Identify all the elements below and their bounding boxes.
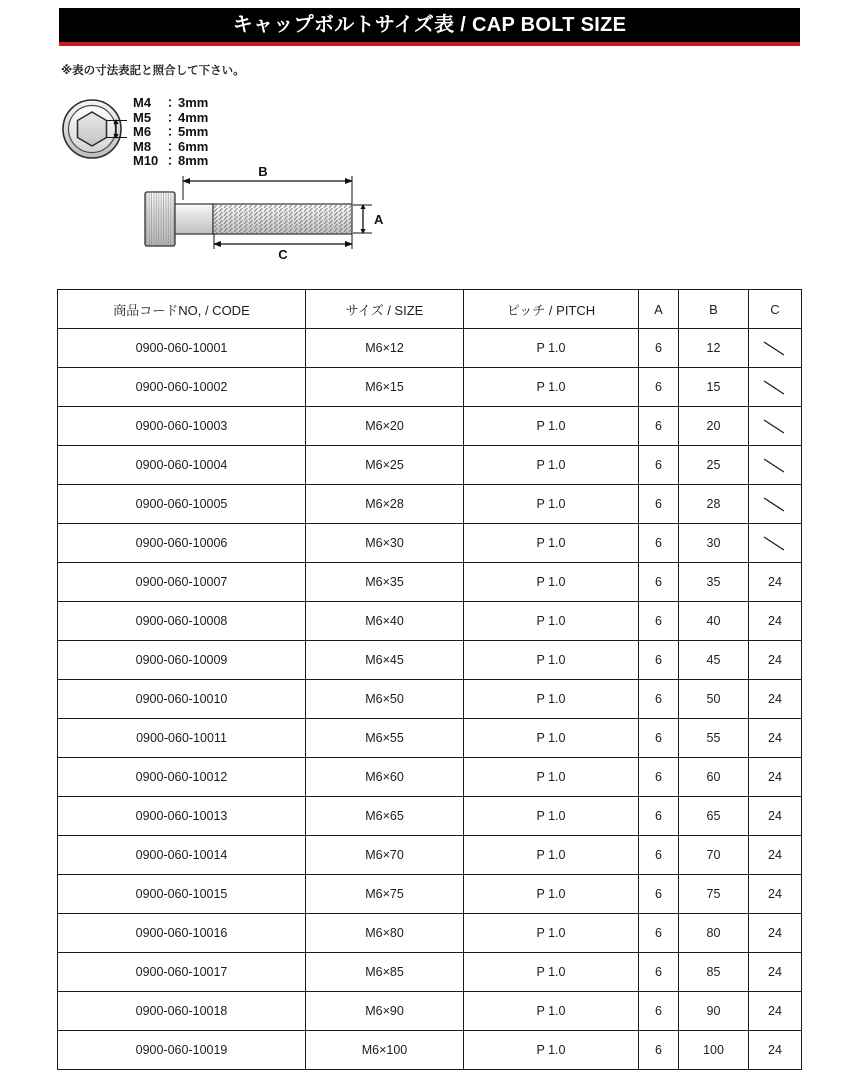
cell-pitch: P 1.0 [464, 485, 639, 524]
cell-size: M6×35 [306, 563, 464, 602]
cell-code: 0900-060-10005 [58, 485, 306, 524]
cell-c-not-applicable [749, 446, 802, 485]
socket-size-value: 6mm [178, 138, 209, 154]
table-row [58, 914, 802, 953]
cell-b: 30 [679, 524, 749, 563]
cell-a: 6 [639, 797, 679, 836]
table-header [58, 290, 802, 329]
table-row [58, 797, 802, 836]
cell-a: 6 [639, 719, 679, 758]
socket-size-thread: M10 [133, 153, 159, 169]
cell-b: 65 [679, 797, 749, 836]
column-header-a: A [639, 290, 679, 329]
column-header-pitch: ピッチ / PITCH [464, 290, 639, 329]
socket-size-separator: ： [167, 124, 181, 140]
cell-c-not-applicable [749, 329, 802, 368]
table-row [58, 992, 802, 1031]
socket-size-row [133, 125, 208, 140]
cell-c-not-applicable [749, 407, 802, 446]
cell-c: 24 [749, 914, 802, 953]
cell-c: 24 [749, 953, 802, 992]
table-row [58, 953, 802, 992]
cell-size: M6×30 [306, 524, 464, 563]
cell-code: 0900-060-10009 [58, 641, 306, 680]
cell-size: M6×40 [306, 602, 464, 641]
cell-code: 0900-060-10007 [58, 563, 306, 602]
cell-pitch: P 1.0 [464, 992, 639, 1031]
cell-c: 24 [749, 641, 802, 680]
socket-size-thread: M5 [133, 109, 152, 125]
cell-size: M6×80 [306, 914, 464, 953]
cell-code: 0900-060-10010 [58, 680, 306, 719]
cell-pitch: P 1.0 [464, 407, 639, 446]
cell-a: 6 [639, 914, 679, 953]
column-header-size: サイズ / SIZE [306, 290, 464, 329]
socket-size-thread: M8 [133, 138, 152, 154]
socket-size-value: 3mm [178, 95, 209, 110]
column-header-b: B [679, 290, 749, 329]
cell-pitch: P 1.0 [464, 446, 639, 485]
cap-bolt-side-view-icon [139, 164, 387, 260]
svg-text:C: C [278, 247, 288, 260]
cell-b: 45 [679, 641, 749, 680]
socket-size-separator: ： [167, 153, 181, 169]
cell-pitch: P 1.0 [464, 329, 639, 368]
cell-code: 0900-060-10002 [58, 368, 306, 407]
diagram-note: ※表の寸法表記と照合して下さい。 [61, 65, 245, 77]
hex-socket-icon [59, 93, 133, 165]
cell-b: 100 [679, 1031, 749, 1070]
cell-pitch: P 1.0 [464, 875, 639, 914]
cell-pitch: P 1.0 [464, 524, 639, 563]
cell-b: 85 [679, 953, 749, 992]
cell-a: 6 [639, 563, 679, 602]
cap-bolt-size-table [57, 289, 802, 1070]
cell-a: 6 [639, 485, 679, 524]
spec-table-container [57, 289, 801, 1070]
table-row [58, 875, 802, 914]
cell-code: 0900-060-10006 [58, 524, 306, 563]
table-row [58, 719, 802, 758]
cell-c: 24 [749, 563, 802, 602]
table-body [58, 329, 802, 1070]
cell-code: 0900-060-10012 [58, 758, 306, 797]
socket-size-thread: M6 [133, 124, 152, 140]
table-row [58, 563, 802, 602]
cell-c: 24 [749, 992, 802, 1031]
svg-text:A: A [374, 212, 384, 227]
cell-pitch: P 1.0 [464, 758, 639, 797]
cell-size: M6×85 [306, 953, 464, 992]
cell-size: M6×15 [306, 368, 464, 407]
cell-code: 0900-060-10019 [58, 1031, 306, 1070]
table-row [58, 641, 802, 680]
cell-code: 0900-060-10011 [58, 719, 306, 758]
cell-c: 24 [749, 797, 802, 836]
cell-size: M6×28 [306, 485, 464, 524]
cell-code: 0900-060-10004 [58, 446, 306, 485]
socket-size-separator: ： [167, 95, 181, 110]
cell-b: 70 [679, 836, 749, 875]
column-header-c: C [749, 290, 802, 329]
cell-size: M6×45 [306, 641, 464, 680]
cell-pitch: P 1.0 [464, 563, 639, 602]
cell-a: 6 [639, 1031, 679, 1070]
cell-size: M6×65 [306, 797, 464, 836]
cell-b: 55 [679, 719, 749, 758]
cell-size: M6×75 [306, 875, 464, 914]
cell-pitch: P 1.0 [464, 914, 639, 953]
cell-a: 6 [639, 836, 679, 875]
cell-code: 0900-060-10015 [58, 875, 306, 914]
cell-size: M6×60 [306, 758, 464, 797]
cell-size: M6×50 [306, 680, 464, 719]
svg-text:B: B [258, 164, 268, 179]
cell-b: 35 [679, 563, 749, 602]
title-accent-rule [59, 42, 800, 46]
cell-c-not-applicable [749, 524, 802, 563]
cell-code: 0900-060-10018 [58, 992, 306, 1031]
cell-c: 24 [749, 680, 802, 719]
table-row [58, 758, 802, 797]
cell-size: M6×55 [306, 719, 464, 758]
socket-size-value: 8mm [178, 153, 209, 169]
bolt-diagram [57, 62, 387, 262]
cell-size: M6×70 [306, 836, 464, 875]
cell-b: 28 [679, 485, 749, 524]
table-row [58, 1031, 802, 1070]
socket-size-row [133, 140, 208, 155]
table-row [58, 329, 802, 368]
cell-b: 75 [679, 875, 749, 914]
table-row [58, 524, 802, 563]
socket-size-separator: ： [167, 138, 181, 154]
table-header-row [58, 290, 802, 329]
cell-code: 0900-060-10003 [58, 407, 306, 446]
cell-pitch: P 1.0 [464, 641, 639, 680]
socket-size-value: 5mm [178, 124, 209, 140]
cell-code: 0900-060-10013 [58, 797, 306, 836]
socket-size-row [133, 96, 208, 111]
cell-b: 25 [679, 446, 749, 485]
page-title: キャップボルトサイズ表 / CAP BOLT SIZE [232, 14, 627, 36]
table-row [58, 680, 802, 719]
cell-pitch: P 1.0 [464, 719, 639, 758]
socket-size-separator: ： [167, 109, 181, 125]
cell-a: 6 [639, 368, 679, 407]
cell-pitch: P 1.0 [464, 680, 639, 719]
cell-size: M6×100 [306, 1031, 464, 1070]
table-row [58, 602, 802, 641]
cell-code: 0900-060-10008 [58, 602, 306, 641]
cell-size: M6×90 [306, 992, 464, 1031]
cell-code: 0900-060-10001 [58, 329, 306, 368]
cell-a: 6 [639, 953, 679, 992]
cell-b: 12 [679, 329, 749, 368]
cell-a: 6 [639, 602, 679, 641]
socket-size-row [133, 111, 208, 126]
cell-code: 0900-060-10016 [58, 914, 306, 953]
cell-size: M6×25 [306, 446, 464, 485]
cell-c-not-applicable [749, 485, 802, 524]
cell-b: 50 [679, 680, 749, 719]
cell-b: 15 [679, 368, 749, 407]
table-row [58, 836, 802, 875]
cell-b: 90 [679, 992, 749, 1031]
cell-c: 24 [749, 875, 802, 914]
cell-pitch: P 1.0 [464, 797, 639, 836]
cell-a: 6 [639, 329, 679, 368]
cell-c: 24 [749, 758, 802, 797]
cell-a: 6 [639, 758, 679, 797]
cell-size: M6×20 [306, 407, 464, 446]
cell-pitch: P 1.0 [464, 1031, 639, 1070]
table-row [58, 485, 802, 524]
cell-code: 0900-060-10017 [58, 953, 306, 992]
cell-a: 6 [639, 446, 679, 485]
cell-pitch: P 1.0 [464, 368, 639, 407]
cell-code: 0900-060-10014 [58, 836, 306, 875]
cell-a: 6 [639, 641, 679, 680]
cell-pitch: P 1.0 [464, 602, 639, 641]
cell-a: 6 [639, 680, 679, 719]
cell-a: 6 [639, 875, 679, 914]
socket-size-value: 4mm [178, 109, 209, 125]
cell-c: 24 [749, 602, 802, 641]
table-row [58, 446, 802, 485]
cell-b: 80 [679, 914, 749, 953]
cell-c-not-applicable [749, 368, 802, 407]
cell-pitch: P 1.0 [464, 836, 639, 875]
column-header-code: 商品コードNO, / CODE [58, 290, 306, 329]
table-row [58, 368, 802, 407]
cell-size: M6×12 [306, 329, 464, 368]
title-banner [59, 8, 800, 42]
cell-b: 60 [679, 758, 749, 797]
cell-b: 40 [679, 602, 749, 641]
cell-a: 6 [639, 524, 679, 563]
socket-size-thread: M4 [133, 95, 152, 110]
cell-b: 20 [679, 407, 749, 446]
table-row [58, 407, 802, 446]
cell-c: 24 [749, 719, 802, 758]
cell-a: 6 [639, 407, 679, 446]
cell-pitch: P 1.0 [464, 953, 639, 992]
cell-c: 24 [749, 1031, 802, 1070]
cell-c: 24 [749, 836, 802, 875]
socket-size-legend [133, 96, 208, 169]
cell-a: 6 [639, 992, 679, 1031]
